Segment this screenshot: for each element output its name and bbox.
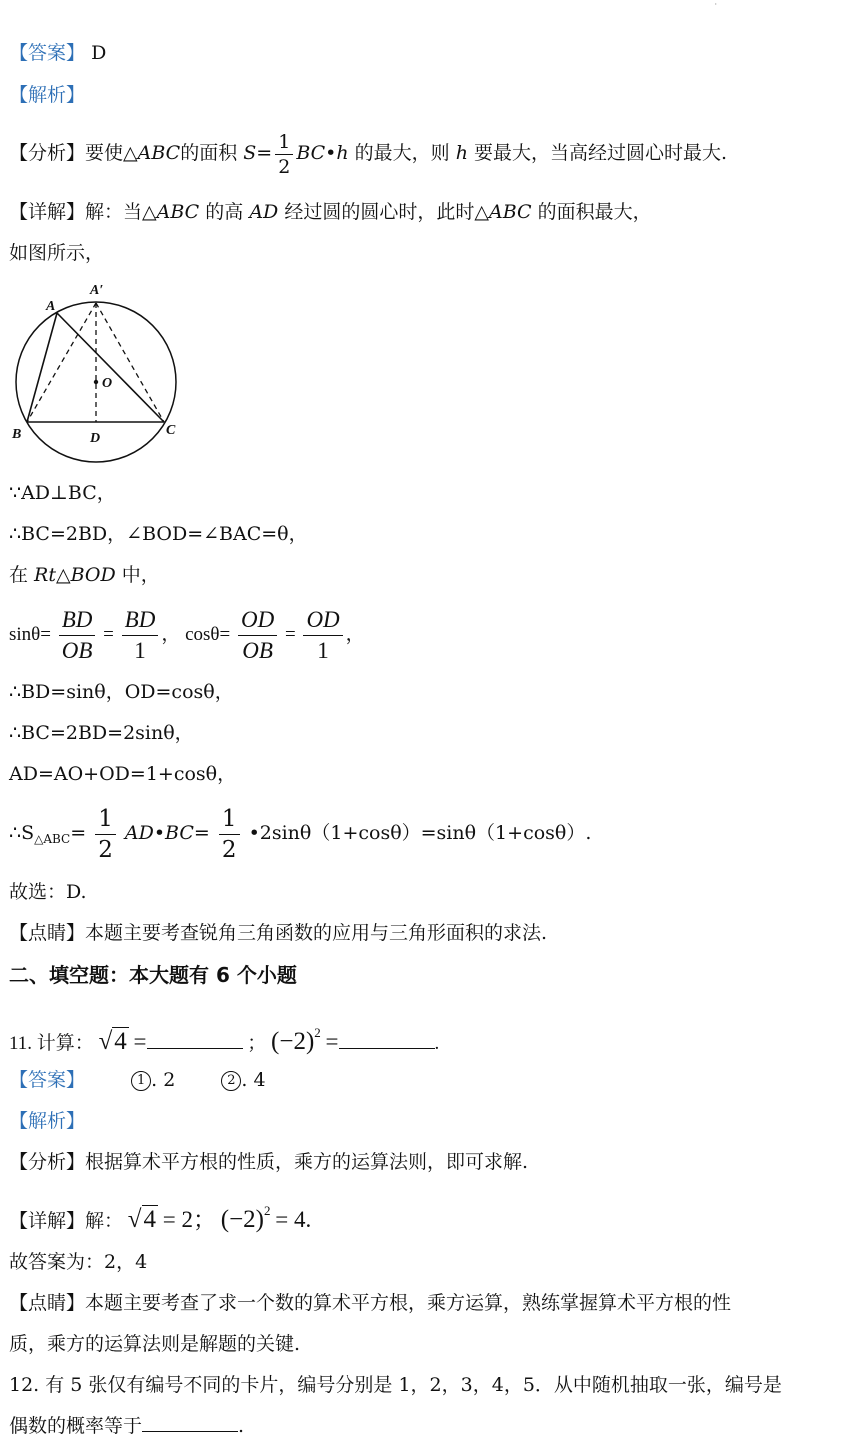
sqrt-symbol: √ [127, 1206, 142, 1233]
comment-text: 本题主要考查了求一个数的算术平方根，乘方运算，熟练掌握算术平方根的性 [85, 1292, 732, 1314]
q11-detail-line [9, 1194, 312, 1233]
answer-tag: 【答案】 [9, 1069, 86, 1091]
denominator: OB [242, 638, 273, 664]
detail-tag: 【详解】 [9, 1210, 86, 1232]
fraction-bd-1 [122, 605, 159, 666]
comment-tag: 【点睛】 [9, 1292, 86, 1314]
comment-text: 本题主要考查锐角三角函数的应用与三角形面积的求法. [85, 922, 548, 944]
segment-ab [27, 313, 57, 422]
label-b: B [12, 427, 22, 442]
paren-expr: (−2) [271, 1028, 315, 1055]
detail-text: 解：当 [85, 201, 143, 223]
fenxi-text: 的面积 [180, 142, 238, 164]
step-5: ∴BD=sinθ，OD=cosθ， [9, 681, 234, 703]
step-1: ∵AD⊥BC， [9, 482, 116, 504]
numerator: 1 [219, 804, 240, 835]
comma: ， [345, 624, 365, 645]
bc-h-expr: BC•h [296, 142, 349, 164]
answer-blank-1[interactable] [147, 1030, 243, 1049]
corner-mark: · [714, 0, 717, 9]
label-d: D [90, 431, 101, 446]
segment-a-prime-b [27, 303, 96, 422]
triangle-abc: △ABC [474, 201, 532, 223]
center-o-point [94, 380, 98, 384]
q11-comment-line-1 [9, 1290, 731, 1316]
period: . [434, 1033, 440, 1054]
circled-two: 2 [221, 1071, 241, 1091]
q12-text: 偶数的概率等于 [9, 1415, 143, 1437]
detail-text: 的面积最大， [537, 201, 652, 223]
radicand: 4 [114, 1028, 127, 1055]
choose-text: 故选：D. [9, 881, 87, 903]
radicand: 4 [143, 1206, 157, 1233]
equals: = [325, 1029, 339, 1054]
fenxi-text: 根据算术平方根的性质，乘方的运算法则，即可求解. [85, 1151, 529, 1173]
h-var: h [455, 142, 468, 164]
triangle-bod: Rt△BOD [34, 564, 116, 586]
ad-var: AD [249, 201, 279, 223]
q11-question [9, 1016, 440, 1055]
sqrt-4 [99, 1025, 129, 1059]
paren-expr: (−2) [220, 1206, 264, 1233]
q10-detail-line [9, 199, 652, 225]
exponent: 2 [314, 1025, 321, 1040]
equals: = [70, 822, 87, 844]
circle-triangle-figure [8, 278, 184, 466]
step-7: AD=AO+OD=1+cosθ， [9, 763, 237, 785]
sqrt-symbol: √ [98, 1028, 113, 1055]
fraction-od-ob [238, 605, 277, 666]
step-text: 在 [9, 564, 35, 586]
q10-fenxi-line [9, 118, 727, 188]
analysis-tag: 【解析】 [9, 1110, 86, 1132]
step-6: ∴BC=2BD=2sinθ， [9, 722, 194, 744]
denominator: 1 [134, 638, 146, 664]
fraction-od-1 [303, 605, 342, 666]
detail-tag: 【详解】 [9, 201, 86, 223]
fraction-bd-ob [59, 605, 96, 666]
fenxi-tag: 【分析】 [9, 1151, 86, 1173]
answer-tag: 【答案】 [9, 42, 86, 64]
denominator: 2 [221, 836, 237, 863]
triangle-abc: △ABC [142, 201, 200, 223]
exponent: 2 [264, 1203, 271, 1218]
question-label: 计算： [36, 1033, 94, 1054]
numerator: 1 [275, 130, 293, 155]
sqrt-4 [128, 1203, 158, 1237]
equals: = [133, 1029, 147, 1054]
detail-text: 经过圆的圆心时，此时 [284, 201, 475, 223]
result-2: = 4. [275, 1207, 312, 1232]
answer-blank[interactable] [142, 1413, 238, 1432]
fraction-half [275, 130, 293, 179]
denominator: 1 [317, 638, 329, 664]
sin-label: sinθ= [9, 624, 51, 645]
step-8-area [9, 798, 591, 868]
label-c: C [166, 423, 176, 438]
label-a-prime: A′ [90, 283, 104, 298]
denominator: 2 [278, 155, 291, 178]
q11-answer-line [9, 1067, 266, 1093]
fenxi-text: 要最大，当高经过圆心时最大. [474, 142, 728, 164]
numerator: 1 [95, 804, 116, 835]
fenxi-text: 要使 [85, 142, 124, 164]
step-text: ∴S [9, 822, 35, 844]
denominator: OB [61, 638, 93, 664]
fenxi-text: 的最大，则 [354, 142, 450, 164]
answer-blank-2[interactable] [339, 1030, 435, 1049]
numerator: OD [303, 605, 342, 636]
equals: = [284, 624, 296, 645]
q11-comment-line-2: 质，乘方的运算法则是解题的关键. [9, 1333, 301, 1355]
q10-answer-line [9, 40, 106, 66]
ad-bc-expr: AD•BC= [124, 822, 210, 844]
cos-label: cosθ= [185, 624, 231, 645]
label-o: O [102, 376, 113, 391]
step-3 [9, 562, 160, 588]
section-heading: 二、填空题：本大题有 6 个小题 [9, 963, 297, 987]
separator: ； [247, 1033, 267, 1054]
result-1: = 2； [162, 1207, 216, 1232]
step-2: ∴BC=2BD，∠BOD=∠BAC=θ， [9, 523, 308, 545]
numerator: BD [59, 605, 96, 636]
fraction-half [95, 804, 116, 865]
detail-text: 解： [85, 1210, 124, 1232]
answer-value: D [91, 42, 107, 64]
q11-fenxi-line [9, 1149, 528, 1175]
analysis-tag: 【解析】 [9, 84, 86, 106]
q10-comment-line [9, 920, 547, 946]
equals: = [103, 624, 114, 645]
step-sin-cos [9, 600, 365, 668]
q12-line-1: 12. 有 5 张仅有编号不同的卡片，编号分别是 1，2，3，4，5．从中随机抽取一张，编号是 [9, 1374, 782, 1396]
numerator: OD [238, 605, 277, 636]
step-text: •2sinθ（1+cosθ）=sinθ（1+cosθ）. [248, 822, 592, 844]
denominator: 2 [98, 836, 113, 863]
detail-text: 的高 [205, 201, 244, 223]
fenxi-tag: 【分析】 [9, 142, 86, 164]
label-a: A [46, 299, 56, 314]
period: . [238, 1415, 245, 1437]
as-shown-text: 如图所示， [9, 242, 105, 264]
fraction-half [219, 804, 240, 865]
area-symbol: S= [243, 142, 273, 164]
subscript: △ABC [34, 832, 71, 846]
circled-one: 1 [131, 1071, 151, 1091]
comma: ， [161, 624, 181, 645]
step-text: 中， [115, 564, 160, 586]
question-number: 11. [9, 1033, 33, 1054]
answer-value-1: . 2 [151, 1069, 176, 1091]
q12-line-2 [9, 1413, 244, 1439]
final-answer-text: 故答案为：2，4 [9, 1251, 148, 1273]
numerator: BD [122, 605, 159, 636]
answer-value-2: . 4 [241, 1069, 266, 1091]
triangle-abc: △ABC [123, 142, 181, 164]
comment-tag: 【点睛】 [9, 922, 86, 944]
